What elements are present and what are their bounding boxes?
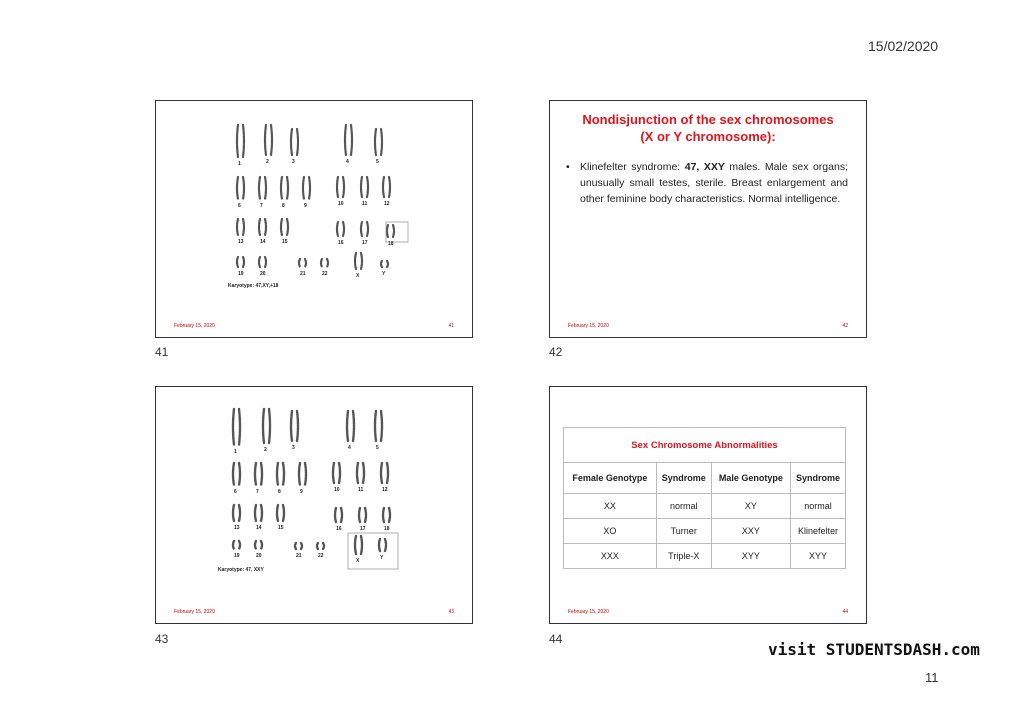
chromosome-shape xyxy=(381,261,382,267)
chromosome-shape xyxy=(297,411,298,441)
chromosome-shape xyxy=(337,222,338,236)
chromosome-shape xyxy=(269,409,270,443)
chromosome-shape xyxy=(343,177,344,197)
chromosome-shape xyxy=(259,219,260,235)
bullet-text-bold: 47, XXY xyxy=(684,161,725,173)
chromosome-shape xyxy=(233,463,234,485)
chromosome-label: 14 xyxy=(256,525,262,531)
chromosome-shape xyxy=(381,411,382,441)
chromosome-shape xyxy=(367,177,368,197)
chromosome-shape xyxy=(295,543,296,549)
chromosome-shape xyxy=(255,463,256,485)
chromosome-shape xyxy=(347,411,348,441)
chromosome-shape xyxy=(239,505,240,521)
slide-number-41: 41 xyxy=(155,345,169,359)
chromosome-label: 1 xyxy=(234,449,237,455)
chromosome-shape xyxy=(387,463,388,483)
bullet-text-pre: Klinefelter syndrome: xyxy=(580,161,685,173)
chromosome-shape xyxy=(287,219,288,235)
chromosome-shape xyxy=(361,177,362,197)
chromosome-shape xyxy=(233,409,234,445)
slide-42 xyxy=(549,100,867,338)
karyotype-caption: Karyotype: 47, XXY xyxy=(218,567,264,573)
chromosome-label: 2 xyxy=(266,159,269,165)
table-cell: XYY xyxy=(711,544,790,569)
chromosome-shape xyxy=(355,536,356,554)
chromosome-shape xyxy=(291,411,292,441)
chromosome-shape xyxy=(277,505,278,521)
chromosome-label: 17 xyxy=(362,240,368,246)
chromosome-shape xyxy=(243,257,244,267)
chromosome-shape xyxy=(291,129,292,155)
table-row xyxy=(564,494,846,519)
slide-footer-number: 41 xyxy=(448,323,454,329)
chromosome-label: 7 xyxy=(260,203,263,209)
chromosome-shape xyxy=(387,225,388,237)
chromosome-shape xyxy=(321,259,322,267)
chromosome-shape xyxy=(341,508,342,522)
chromosome-shape xyxy=(261,505,262,521)
chromosome-label: 15 xyxy=(282,239,288,245)
chromosome-label: 20 xyxy=(260,271,266,277)
chromosome-shape xyxy=(255,505,256,521)
chromosome-shape xyxy=(301,543,302,549)
slide-footer-number: 44 xyxy=(842,609,848,615)
chromosome-shape xyxy=(389,508,390,522)
chromosome-shape xyxy=(283,505,284,521)
slide-41 xyxy=(155,100,473,338)
chromosome-shape xyxy=(261,463,262,485)
table-header: Male Genotype xyxy=(711,463,790,494)
chromosome-label: 2 xyxy=(264,447,267,453)
chromosome-label: Y xyxy=(382,271,386,277)
table-header: Female Genotype xyxy=(564,463,657,494)
chromosome-label: 18 xyxy=(388,241,394,247)
chromosome-shape xyxy=(309,177,310,199)
slide-44 xyxy=(549,386,867,624)
sex-chromosome-table xyxy=(563,427,846,569)
table-caption: Sex Chromosome Abnormalities xyxy=(564,428,846,463)
chromosome-shape xyxy=(339,463,340,483)
table-cell: normal xyxy=(791,494,846,519)
table-cell: Klinefelter xyxy=(791,519,846,544)
page-number: 11 xyxy=(925,670,939,685)
table-header: Syndrome xyxy=(791,463,846,494)
chromosome-label: 14 xyxy=(260,239,266,245)
chromosome-shape xyxy=(237,257,238,267)
chromosome-shape xyxy=(287,177,288,199)
chromosome-shape xyxy=(387,261,388,267)
chromosome-label: 16 xyxy=(338,240,344,246)
chromosome-shape xyxy=(353,411,354,441)
chromosome-shape xyxy=(237,219,238,235)
chromosome-shape xyxy=(277,463,278,485)
table-cell: normal xyxy=(656,494,711,519)
chromosome-shape xyxy=(255,541,256,549)
chromosome-shape xyxy=(265,257,266,267)
slide-footer-number: 43 xyxy=(448,609,454,615)
chromosome-shape xyxy=(337,177,338,197)
chromosome-shape xyxy=(335,508,336,522)
title-line-1: Nondisjunction of the sex chromosomes xyxy=(582,112,834,127)
watermark-text: visit STUDENTSDASH.com xyxy=(768,640,980,659)
table-cell: Turner xyxy=(656,519,711,544)
chromosome-shape xyxy=(239,541,240,549)
chromosome-shape xyxy=(383,508,384,522)
chromosome-shape xyxy=(365,508,366,522)
table-cell: XY xyxy=(711,494,790,519)
chromosome-shape xyxy=(239,409,240,445)
chromosome-label: 21 xyxy=(300,271,306,277)
chromosome-shape xyxy=(265,219,266,235)
chromosome-label: 8 xyxy=(282,203,285,209)
chromosome-shape xyxy=(361,222,362,236)
chromosome-shape xyxy=(379,539,380,551)
title-line-2: (X or Y chromosome): xyxy=(640,129,776,144)
chromosome-label: 19 xyxy=(234,553,240,559)
chromosome-label: 10 xyxy=(338,201,344,207)
chromosome-shape xyxy=(367,222,368,236)
chromosome-label: 5 xyxy=(376,159,379,165)
chromosome-label: 18 xyxy=(384,526,390,532)
chromosome-label: X xyxy=(356,558,360,564)
chromosome-label: Y xyxy=(380,555,384,561)
slide-footer-date: February 15, 2020 xyxy=(174,609,215,615)
chromosome-label: 15 xyxy=(278,525,284,531)
chromosome-shape xyxy=(305,463,306,485)
chromosome-label: 10 xyxy=(334,487,340,493)
chromosome-label: 1 xyxy=(238,161,241,167)
chromosome-label: 21 xyxy=(296,553,302,559)
chromosome-label: 13 xyxy=(234,525,240,531)
chromosome-label: 13 xyxy=(238,239,244,245)
chromosome-shape xyxy=(385,539,386,551)
chromosome-shape xyxy=(265,177,266,199)
chromosome-shape xyxy=(263,409,264,443)
karyotype-image-47xy18 xyxy=(216,119,426,299)
slide-number-42: 42 xyxy=(549,345,563,359)
slide-footer-date: February 15, 2020 xyxy=(568,323,609,329)
chromosome-label: 9 xyxy=(304,203,307,209)
slide-title xyxy=(550,111,866,145)
chromosome-shape xyxy=(389,177,390,197)
chromosome-shape xyxy=(233,505,234,521)
chromosome-shape xyxy=(381,463,382,483)
chromosome-shape xyxy=(233,541,234,549)
chromosome-shape xyxy=(363,463,364,483)
table-cell: Triple-X xyxy=(656,544,711,569)
chromosome-shape xyxy=(361,253,362,269)
chromosome-label: 16 xyxy=(336,526,342,532)
chromosome-label: 17 xyxy=(360,526,366,532)
slide-number-44: 44 xyxy=(549,632,563,646)
chromosome-shape xyxy=(383,177,384,197)
chromosome-shape xyxy=(381,129,382,155)
chromosome-label: 6 xyxy=(238,203,241,209)
chromosome-shape xyxy=(237,125,238,157)
chromosome-shape xyxy=(333,463,334,483)
chromosome-shape xyxy=(283,463,284,485)
chromosome-shape xyxy=(265,125,266,155)
chromosome-label: 11 xyxy=(358,487,364,493)
chromosome-label: 6 xyxy=(234,489,237,495)
chromosome-shape xyxy=(393,225,394,237)
chromosome-shape xyxy=(361,536,362,554)
chromosome-label: 8 xyxy=(278,489,281,495)
table-row xyxy=(564,544,846,569)
chromosome-label: 22 xyxy=(318,553,324,559)
chromosome-shape xyxy=(281,219,282,235)
chromosome-label: 9 xyxy=(300,489,303,495)
chromosome-label: X xyxy=(356,273,360,279)
chromosome-label: 4 xyxy=(348,445,351,451)
chromosome-shape xyxy=(317,543,318,549)
slide-footer-date: February 15, 2020 xyxy=(174,323,215,329)
chromosome-label: 11 xyxy=(362,201,368,207)
chromosome-shape xyxy=(243,177,244,199)
chromosome-label: 4 xyxy=(346,159,349,165)
slide-footer-date: February 15, 2020 xyxy=(568,609,609,615)
chromosome-shape xyxy=(355,253,356,269)
bullet-dot-icon: • xyxy=(566,161,570,173)
chromosome-shape xyxy=(261,541,262,549)
chromosome-shape xyxy=(259,177,260,199)
bullet-klinefelter xyxy=(566,159,848,207)
chromosome-shape xyxy=(345,125,346,155)
slide-footer-number: 42 xyxy=(842,323,848,329)
slide-43 xyxy=(155,386,473,624)
chromosome-shape xyxy=(305,259,306,267)
chromosome-shape xyxy=(243,219,244,235)
chromosome-label: 5 xyxy=(376,445,379,451)
chromosome-shape xyxy=(299,463,300,485)
chromosome-label: 22 xyxy=(322,271,328,277)
table-cell: XX xyxy=(564,494,657,519)
header-date: 15/02/2020 xyxy=(868,38,939,54)
chromosome-shape xyxy=(343,222,344,236)
chromosome-shape xyxy=(323,543,324,549)
bullet-text-post: males. Male sex organs; unusually small testes, sterile. Breast enlargement and other feminine body characteristics. Normal intelligence. xyxy=(580,161,848,205)
chromosome-shape xyxy=(327,259,328,267)
chromosome-label: 7 xyxy=(256,489,259,495)
chromosome-label: 20 xyxy=(256,553,262,559)
karyotype-caption: Karyotype: 47,XY,+18 xyxy=(228,283,279,289)
chromosome-shape xyxy=(237,177,238,199)
chromosome-shape xyxy=(259,257,260,267)
table-cell: XXY xyxy=(711,519,790,544)
table-cell: XYY xyxy=(791,544,846,569)
chromosome-shape xyxy=(375,129,376,155)
table-header: Syndrome xyxy=(656,463,711,494)
chromosome-shape xyxy=(281,177,282,199)
table-row xyxy=(564,519,846,544)
chromosome-shape xyxy=(239,463,240,485)
chromosome-label: 3 xyxy=(292,159,295,165)
table-cell: XXX xyxy=(564,544,657,569)
chromosome-shape xyxy=(271,125,272,155)
chromosome-label: 12 xyxy=(384,201,390,207)
chromosome-label: 12 xyxy=(382,487,388,493)
chromosome-shape xyxy=(297,129,298,155)
chromosome-shape xyxy=(303,177,304,199)
chromosome-shape xyxy=(299,259,300,267)
chromosome-shape xyxy=(357,463,358,483)
chromosome-shape xyxy=(359,508,360,522)
chromosome-label: 3 xyxy=(292,445,295,451)
chromosome-shape xyxy=(351,125,352,155)
chromosome-shape xyxy=(375,411,376,441)
chromosome-label: 19 xyxy=(238,271,244,277)
chromosome-shape xyxy=(243,125,244,157)
karyotype-image-47xxy xyxy=(216,405,426,585)
slide-number-43: 43 xyxy=(155,632,169,646)
table-cell: XO xyxy=(564,519,657,544)
